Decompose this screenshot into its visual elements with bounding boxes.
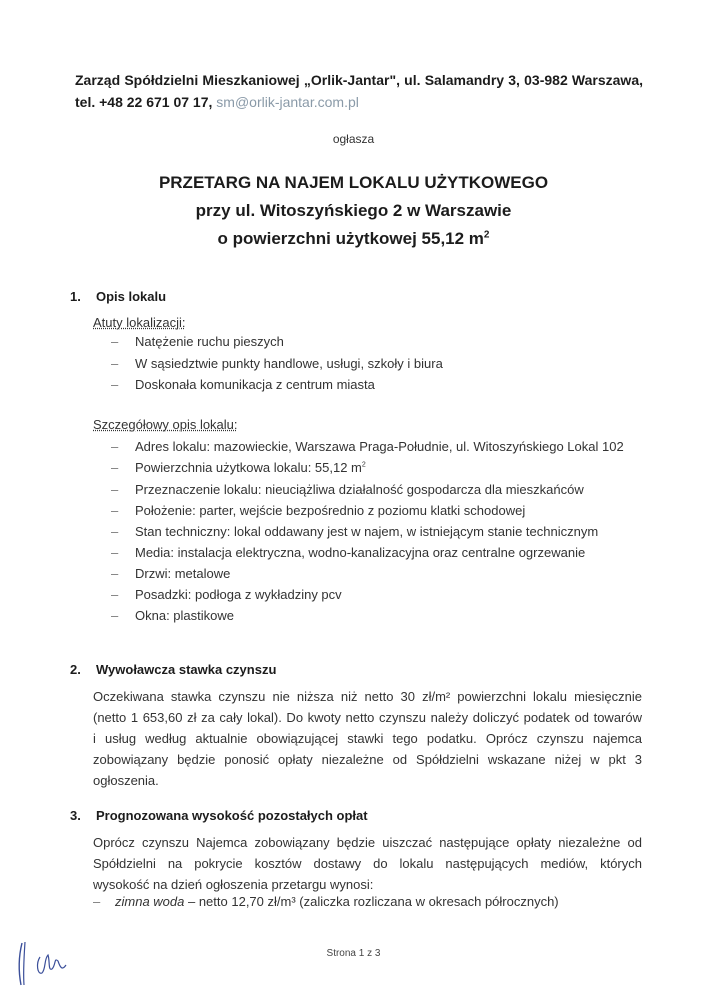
list-item: – Posadzki: podłoga z wykładziny pcv (111, 587, 342, 602)
paragraph-line: Oczekiwana stawka czynszu nie niższa niż netto 30 zł/m² powierzchni lokalu miesięcznie (93, 689, 642, 704)
list-item: – Położenie: parter, wejście bezpośrednio z poziomu klatki schodowej (111, 503, 526, 518)
paragraph-line: Oprócz czynszu Najemca zobowiązany będzie uiszczać następujące opłaty niezależne od (93, 835, 642, 850)
list-item: – Powierzchnia użytkowa lokalu: 55,12 $m^2$ (111, 460, 366, 475)
title-line-2: przy ul. Witoszyńskiego 2 w Warszawie (195, 201, 512, 220)
list-item: – Drzwi: metalowe (111, 566, 231, 581)
header-line-1: Zarząd Spółdzielni Mieszkaniowej „Orlik-Jantar", ul. Salamandry 3, 03-982 Warszawa, (75, 72, 643, 88)
section-number: 3. (70, 808, 81, 823)
section-1-heading (70, 289, 166, 304)
paragraph-line: i usług według aktualnie obowiązującej stawki tego podatku. Oprócz czynszu najemca (93, 731, 642, 746)
header-phone: tel. +48 22 671 07 17, (75, 94, 217, 110)
header (75, 69, 643, 113)
header-line-2 (75, 94, 359, 110)
list-item: – Przeznaczenie lokalu: nieuciążliwa działalność gospodarcza dla mieszkańców (111, 482, 584, 497)
section-title: Wywoławcza stawka czynszu (96, 662, 277, 677)
paragraph-line: wysokość na dzień ogłoszenia przetargu wynosi: (93, 877, 374, 892)
section-3-heading (70, 808, 368, 823)
header-email-link[interactable]: sm@orlik-jantar.com.pl (216, 94, 359, 110)
paragraph-line: Spółdzielni na pokrycie kosztów dostawy do lokalu następujących mediów, których (93, 856, 642, 871)
list-item: – Media: instalacja elektryczna, wodno-kanalizacyjna oraz centralne ogrzewanie (111, 545, 586, 560)
list-item: – Stan techniczny: lokal oddawany jest w najem, w istniejącym stanie technicznym (111, 524, 599, 539)
paragraph-line: ogłoszenia. (93, 773, 159, 788)
list-item: – Doskonała komunikacja z centrum miasta (111, 377, 375, 392)
paragraph-line: zobowiązany będzie ponosić opłaty niezależne od Spółdzielni wskazane niżej w pkt 3 (93, 752, 642, 767)
announces-text: ogłasza (332, 132, 375, 146)
title-line-1: PRZETARG NA NAJEM LOKALU UŻYTKOWEGO (158, 173, 549, 192)
handwritten-initials (10, 935, 80, 990)
section-title: Opis lokalu (96, 289, 167, 304)
section-2-heading (70, 662, 276, 677)
section-2-paragraph (93, 686, 642, 791)
title-line-3: o powierzchni użytkowej 55,12 $m^2$ (217, 229, 490, 248)
list-item: – zimna woda – netto 12,70 zł/m³ (zaliczka rozliczana w okresach półrocznych) (93, 894, 559, 909)
list-item: – Natężenie ruchu pieszych (111, 334, 284, 349)
page-number: Strona 1 z 3 (326, 948, 381, 959)
list-item: – Okna: plastikowe (111, 608, 234, 623)
atuty-subheading: Atuty lokalizacji: (93, 315, 186, 330)
section-number: 1. (70, 289, 81, 304)
section-title: Prognozowana wysokość pozostałych opłat (96, 808, 368, 823)
list-item: – Adres lokalu: mazowieckie, Warszawa Praga-Południe, ul. Witoszyńskiego Lokal 102 (111, 439, 624, 454)
list-item: – W sąsiedztwie punkty handlowe, usługi, szkoły i biura (111, 356, 443, 371)
section-number: 2. (70, 662, 81, 677)
paragraph-line: (netto 1 653,60 zł za cały lokal). Do kwoty netto czynszu należy doliczyć podatek od towarów (93, 710, 642, 725)
section-3-paragraph (93, 832, 642, 895)
opis-subheading: Szczegółowy opis lokalu: (93, 417, 238, 432)
